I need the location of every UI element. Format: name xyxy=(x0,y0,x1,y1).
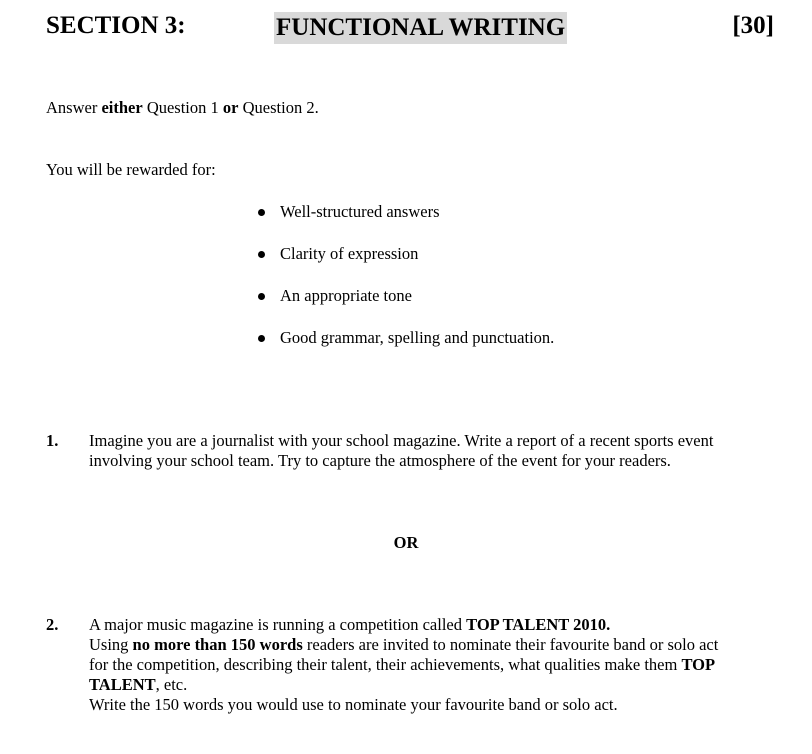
q2-line3-pre: for the competition, describing their talent, their achievements, what qualities make them xyxy=(89,655,682,674)
q2-line4-post: , etc. xyxy=(155,675,188,694)
q2-line2-pre: Using xyxy=(89,635,133,654)
competition-name: TOP TALENT 2010. xyxy=(466,615,611,634)
question-number: 1. xyxy=(46,431,59,450)
question-1-text xyxy=(89,431,786,471)
question-1-line: Imagine you are a journalist with your school magazine. Write a report of a recent sports event xyxy=(89,431,714,450)
answer-instruction xyxy=(46,98,319,118)
question-2-line xyxy=(89,615,786,635)
section-header xyxy=(46,12,774,48)
criteria-item: Well-structured answers xyxy=(258,202,554,244)
rewarded-intro: You will be rewarded for: xyxy=(46,160,216,179)
question-1 xyxy=(46,431,786,471)
criteria-item: Clarity of expression xyxy=(258,244,554,286)
question-1-line: involving your school team. Try to capture the atmosphere of the event for your readers. xyxy=(89,451,671,470)
q2-line3-bold: TOP xyxy=(681,655,716,674)
criteria-item: Good grammar, spelling and punctuation. xyxy=(258,328,554,370)
question-2-line xyxy=(89,675,786,695)
q2-line4-bold: TALENT xyxy=(89,675,156,694)
question-2-line: Write the 150 words you would use to nominate your favourite band or solo act. xyxy=(89,695,618,714)
or-separator: OR xyxy=(393,533,419,552)
instruction-suffix: Question 2. xyxy=(238,98,319,117)
section-marks: [30] xyxy=(732,12,774,39)
question-number: 2. xyxy=(46,615,59,634)
question-2-text xyxy=(89,615,786,715)
instruction-or: or xyxy=(222,98,239,117)
q2-line1-text: A major music magazine is running a competition called xyxy=(89,615,467,634)
q2-line2-post: readers are invited to nominate their favourite band or solo act xyxy=(302,635,719,654)
question-2-line xyxy=(89,635,786,655)
reward-criteria-list xyxy=(258,202,554,370)
instruction-either: either xyxy=(101,98,143,117)
word-limit: no more than 150 words xyxy=(132,635,303,654)
instruction-prefix: Answer xyxy=(46,98,102,117)
section-title: FUNCTIONAL WRITING xyxy=(274,12,567,44)
question-2-line xyxy=(89,655,786,675)
criteria-item: An appropriate tone xyxy=(258,286,554,328)
question-2 xyxy=(46,615,786,715)
instruction-middle: Question 1 xyxy=(142,98,223,117)
section-number: SECTION 3: xyxy=(46,12,186,39)
